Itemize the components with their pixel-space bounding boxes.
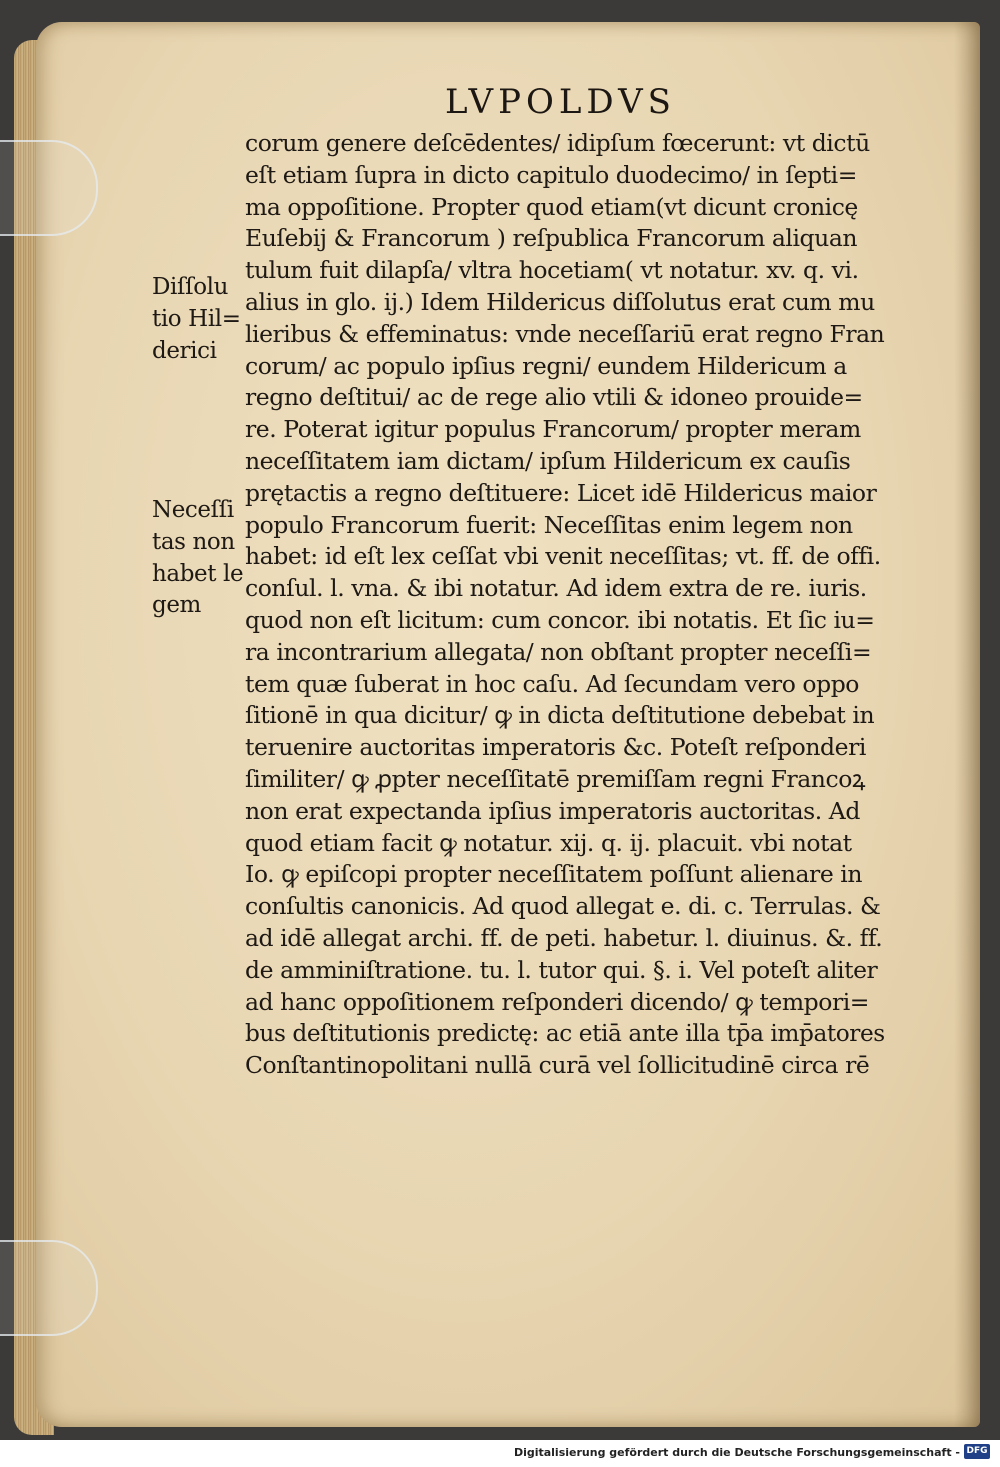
plastic-clip-top (0, 140, 98, 236)
text-line: habet: id eſt lex ceſſat vbi venit neceſſitas; vt. ff. de offi. (245, 542, 881, 571)
margin-note-line: tas non (152, 528, 235, 555)
text-line: ad hanc oppoſitionem reſponderi dicendo/ ꝙ tempori= (245, 987, 870, 1016)
text-line: teruenire auctoritas imperatoris &c. Poteſt reſponderi (245, 733, 866, 762)
text-line: Io. ꝙ epiſcopi propter neceſſitatem poſſunt alienare in (245, 860, 863, 889)
text-line: corum/ ac populo ipſius regni/ eundem Hildericum a (245, 351, 847, 380)
text-line: ſimiliter/ ꝙ ꝓpter neceſſitatē premiſſam regni Francoꝝ (245, 764, 866, 793)
margin-note-line: tio Hil= (152, 305, 241, 332)
text-line: Conſtantinopolitani nullā curā vel ſollicitudinē circa rē (245, 1051, 870, 1080)
dfg-logo: DFG (964, 1444, 990, 1459)
margin-note-line: habet le (152, 560, 244, 587)
text-line: corum genere deſcēdentes/ idipſum fœcerunt: vt dictū (245, 129, 870, 157)
text-line: bus deſtitutionis predictę: ac etiā ante illa tp̄a imp̄atores (245, 1019, 885, 1048)
text-line: re. Poterat igitur populus Francorum/ propter meram (245, 415, 861, 444)
text-line: ſitionē in qua dicitur/ ꝙ in dicta deſtitutione debebat in (245, 701, 875, 730)
text-line: prętactis a regno deſtituere: Licet idē Hildericus maior (245, 478, 877, 507)
text-line: tulum fuit dilapſa/ vltra hocetiam( vt notatur. xv. q. vi. (245, 256, 859, 285)
margin-note-line: gem (152, 592, 201, 619)
text-line: lieribus & effeminatus: vnde neceſſariū erat regno Fran (245, 319, 885, 348)
margin-note-line: Neceſſi (152, 497, 234, 523)
text-line: non erat expectanda ipſius imperatoris auctoritas. Ad (245, 796, 860, 825)
text-line: ra incontrarium allegata/ non obſtant propter neceſſi= (245, 637, 872, 666)
text-line: ma oppoſitione. Propter quod etiam(vt dicunt cronicę (245, 192, 858, 221)
margin-note-line: Diſſolu (152, 274, 229, 300)
running-head: LVPOLDVS (445, 82, 676, 122)
funding-credit: Digitalisierung gefördert durch die Deutsche Forschungsgemeinschaft - (513, 1446, 960, 1459)
text-line: Euſebij & Francorum ) reſpublica Francorum aliquan (245, 224, 858, 253)
plastic-clip-bottom (0, 1240, 98, 1336)
text-line: tem quæ ſuberat in hoc caſu. Ad ſecundam vero oppo (245, 669, 860, 698)
text-line: conſultis canonicis. Ad quod allegat e. di. c. Terrulas. & (245, 892, 881, 921)
text-line: conſul. l. vna. & ibi notatur. Ad idem extra de re. iuris. (245, 574, 867, 603)
margin-note-line: derici (152, 337, 217, 364)
text-line: quod etiam facit ꝙ notatur. xij. q. ij. placuit. vbi notat (245, 828, 852, 857)
text-line: quod non eſt licitum: cum concor. ibi notatis. Et ſic iu= (245, 605, 875, 634)
text-line: alius in glo. ij.) Idem Hildericus diſſolutus erat cum mu (245, 287, 875, 316)
text-line: populo Francorum fuerit: Neceſſitas enim legem non (245, 510, 853, 539)
margin-note-dissolutio (152, 272, 248, 367)
text-line: de amminiſtratione. tu. l. tutor qui. §. i. Vel poteſt aliter (245, 955, 878, 984)
text-line: neceſſitatem iam dictam/ ipſum Hildericum ex cauſis (245, 446, 851, 475)
margin-note-necessitas (152, 495, 248, 622)
text-line: eſt etiam ſupra in dicto capitulo duodecimo/ in ſepti= (245, 160, 857, 189)
body-text (245, 128, 885, 1082)
page-gutter (954, 22, 980, 1427)
text-line: regno deſtitui/ ac de rege alio vtili & idoneo prouide= (245, 383, 863, 412)
text-line: ad idē allegat archi. ff. de peti. habetur. l. diuinus. &. ff. (245, 923, 883, 952)
